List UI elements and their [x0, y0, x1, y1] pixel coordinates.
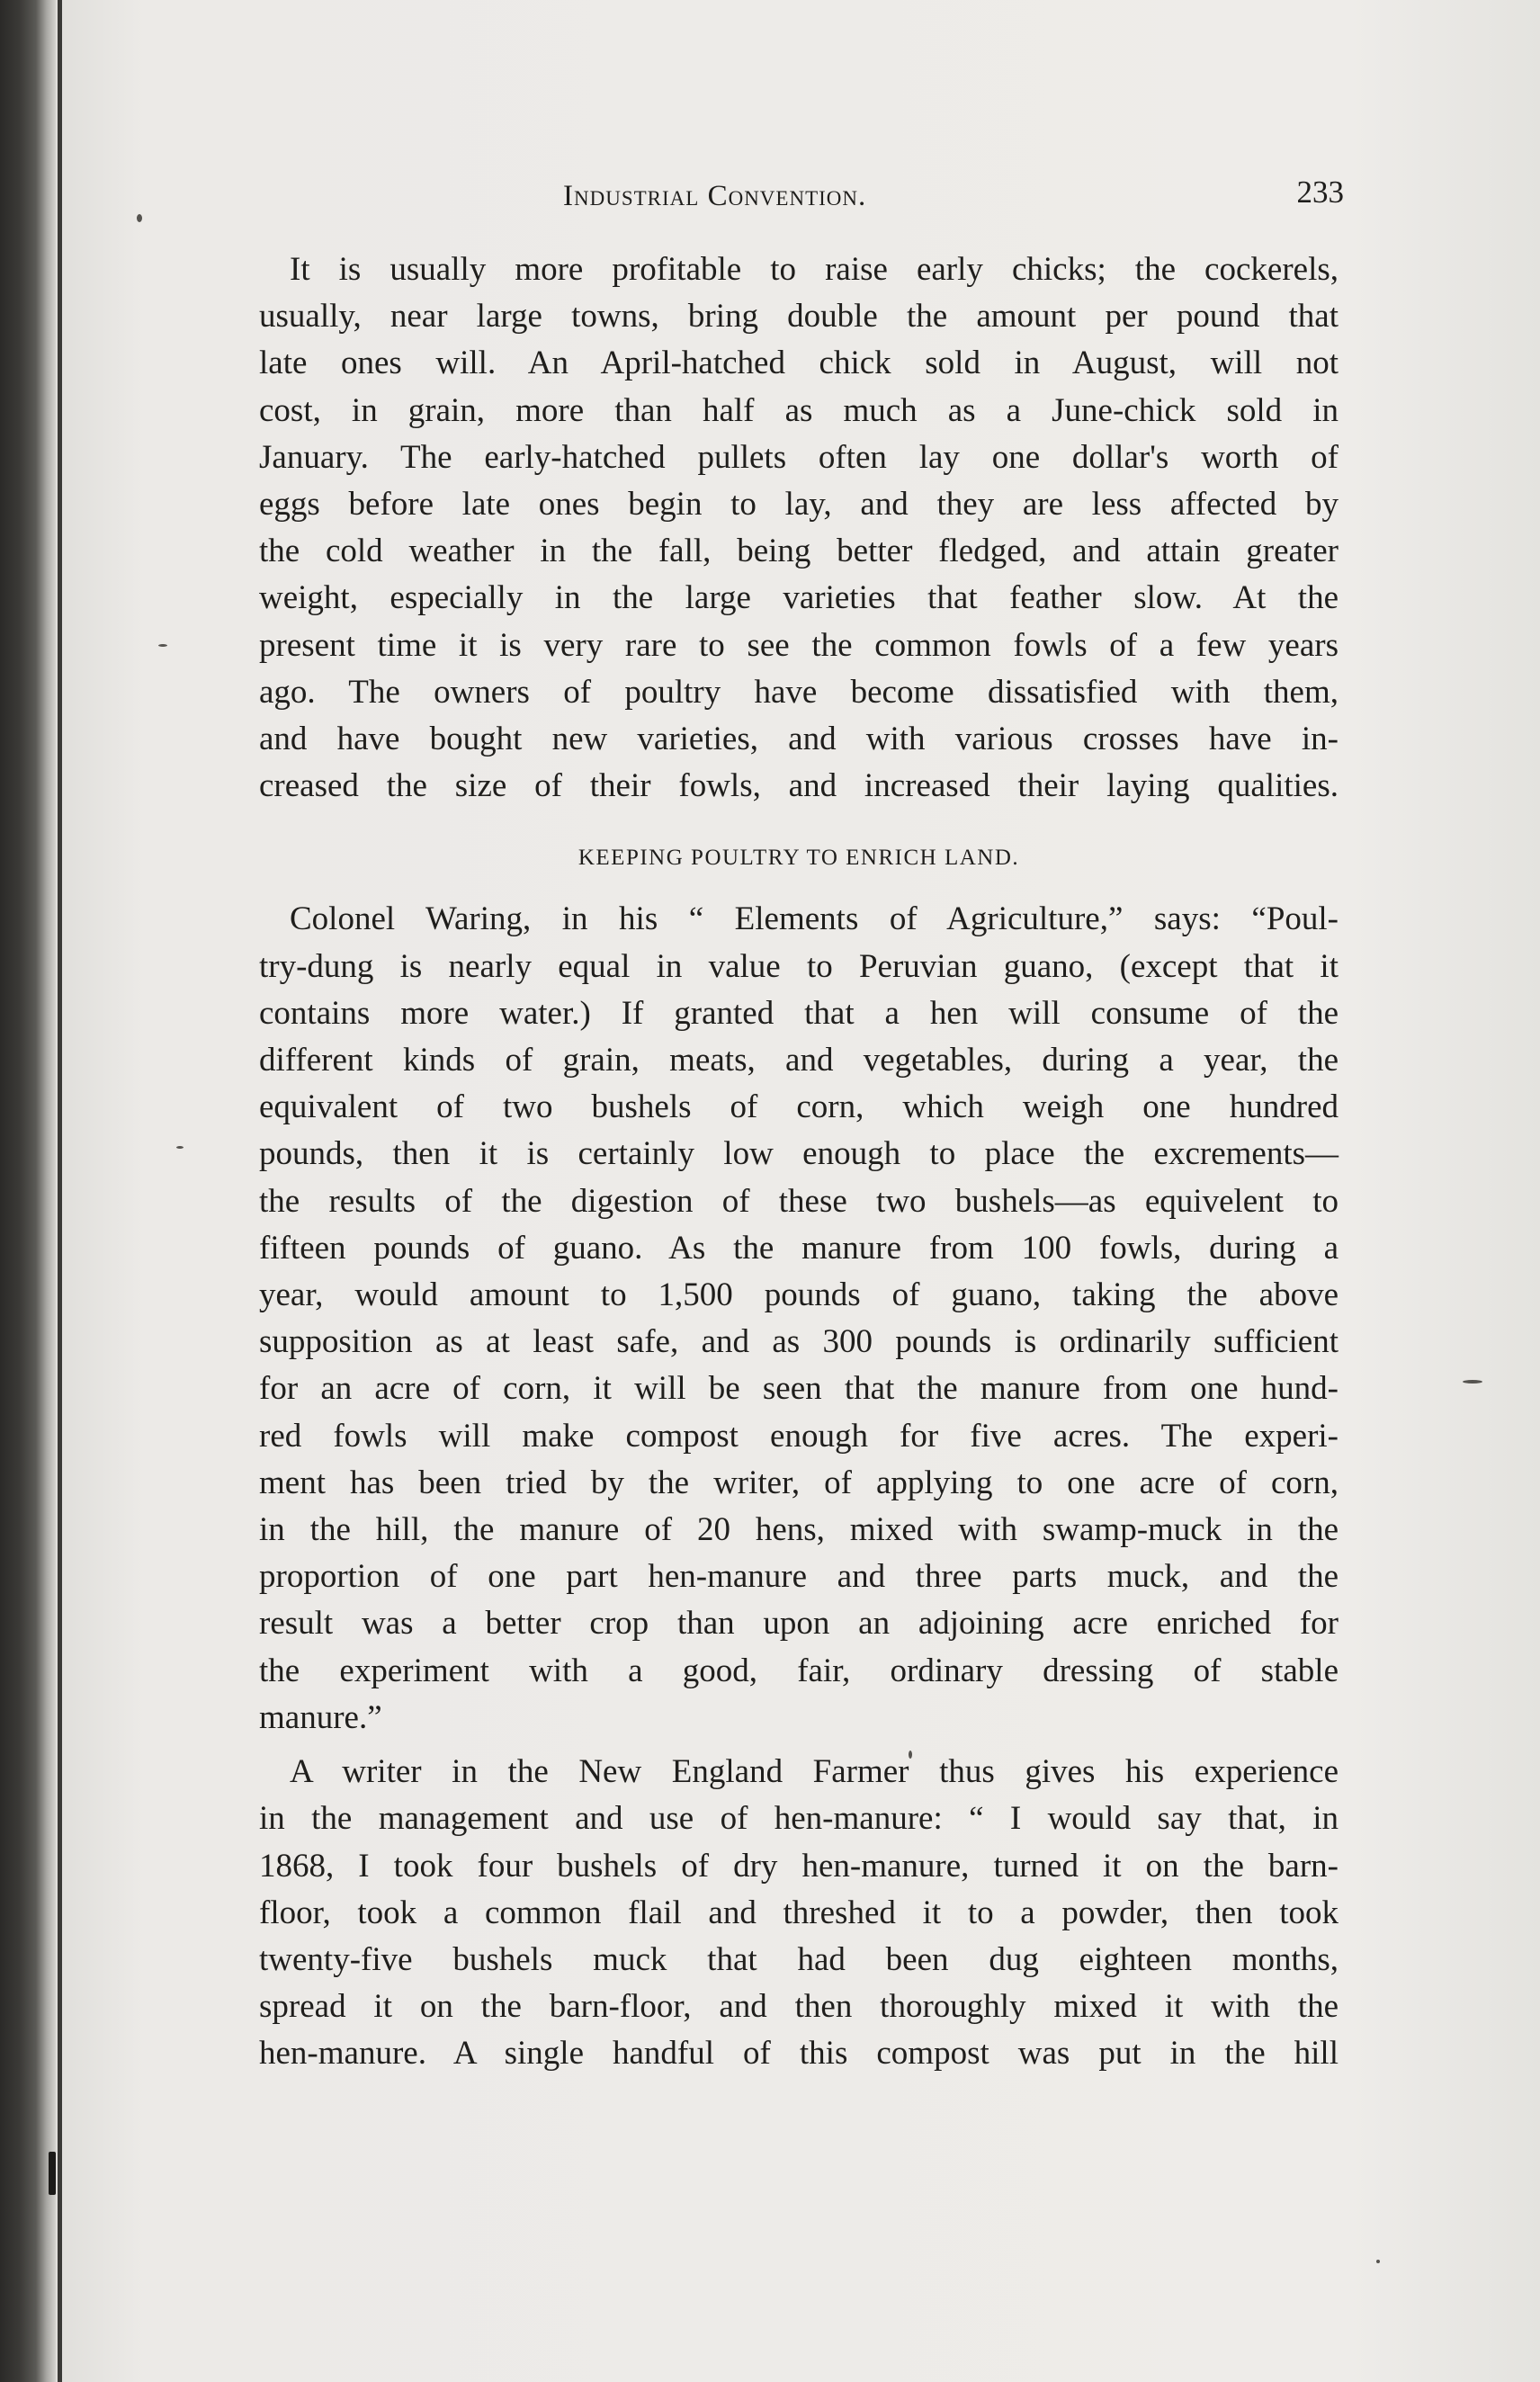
paragraph-waring-quote: [259, 896, 1339, 1742]
text-line: eggs before late ones begin to lay, and they are less affected by: [259, 486, 1339, 524]
text-line: 1868, I took four bushels of dry hen-manure, turned it on the barn-: [259, 1847, 1339, 1885]
ink-speck: [137, 214, 142, 222]
text-line: weight, especially in the large varieties that feather slow. At the: [259, 579, 1339, 617]
text-line: Colonel Waring, in his “ Elements of Agriculture,” says: “Poul-: [290, 900, 1339, 938]
text-line: twenty-five bushels muck that had been dug eighteen months,: [259, 1940, 1339, 1978]
text-line: different kinds of grain, meats, and vegetables, during a year, the: [259, 1042, 1339, 1079]
paragraph-new-england-farmer: [259, 1749, 1339, 2077]
text-line: for an acre of corn, it will be seen that the manure from one hund-: [259, 1370, 1339, 1408]
text-line: late ones will. An April-hatched chick sold in August, will not: [259, 345, 1339, 382]
ink-speck: [1463, 1380, 1482, 1384]
text-line: A writer in the New England Farmer thus gives his experience: [290, 1753, 1339, 1791]
text-line: try-dung is nearly equal in value to Peruvian guano, (except that it: [259, 947, 1339, 985]
page-number: 233: [1296, 175, 1344, 210]
text-line: cost, in grain, more than half as much as a June-chick sold in: [259, 391, 1339, 429]
text-line: the results of the digestion of these two bushels—as equivelent to: [259, 1182, 1339, 1220]
text-line: year, would amount to 1,500 pounds of guano, taking the above: [259, 1276, 1339, 1314]
binding-shadow-line: [58, 0, 62, 2382]
text-line: the cold weather in the fall, being better fledged, and attain greater: [259, 533, 1339, 570]
text-line: manure.”: [259, 1698, 382, 1736]
section-heading: KEEPING POULTRY TO ENRICH LAND.: [578, 846, 1020, 871]
paragraph-poultry-profit: [259, 246, 1339, 810]
text-line: and have bought new varieties, and with various crosses have in-: [259, 721, 1339, 758]
text-line: result was a better crop than upon an adjoining acre enriched for: [259, 1605, 1339, 1643]
text-line: equivalent of two bushels of corn, which weigh one hundred: [259, 1088, 1339, 1126]
text-line: ago. The owners of poultry have become dissatisfied with them,: [259, 673, 1339, 711]
text-line: contains more water.) If granted that a hen will consume of the: [259, 994, 1339, 1032]
text-line: in the hill, the manure of 20 hens, mixed with swamp-muck in the: [259, 1511, 1339, 1549]
ink-speck: [158, 644, 167, 647]
ink-speck: [1376, 2260, 1380, 2263]
ink-speck: [176, 1146, 184, 1149]
ink-speck: [49, 2152, 56, 2195]
running-head: [259, 167, 1344, 221]
text-line: ment has been tried by the writer, of applying to one acre of corn,: [259, 1464, 1339, 1501]
text-line: pounds, then it is certainly low enough to place the excrements—: [259, 1135, 1339, 1173]
text-line: the experiment with a good, fair, ordinary dressing of stable: [259, 1652, 1339, 1689]
text-line: red fowls will make compost enough for five acres. The experi-: [259, 1417, 1339, 1455]
book-binding-edge: [0, 0, 56, 2382]
text-line: January. The early-hatched pullets often lay one dollar's worth of: [259, 438, 1339, 476]
running-title: Industrial Convention.: [563, 180, 867, 212]
text-line: in the management and use of hen-manure: “ I would say that, in: [259, 1800, 1339, 1838]
text-line: creased the size of their fowls, and increased their laying qualities.: [259, 767, 1339, 805]
paragraph-spacer: [259, 1742, 1339, 1749]
text-line: fifteen pounds of guano. As the manure from 100 fowls, during a: [259, 1229, 1339, 1267]
text-line: supposition as at least safe, and as 300 pounds is ordinarily sufficient: [259, 1323, 1339, 1361]
text-line: It is usually more profitable to raise early chicks; the cockerels,: [290, 251, 1339, 288]
text-line: proportion of one part hen-manure and three parts muck, and the: [259, 1558, 1339, 1596]
book-page: [259, 167, 1344, 2078]
text-line: spread it on the barn-floor, and then thoroughly mixed it with the: [259, 1988, 1339, 2026]
text-line: floor, took a common flail and threshed it to a powder, then took: [259, 1894, 1339, 1931]
text-line: hen-manure. A single handful of this compost was put in the hill: [259, 2035, 1339, 2073]
text-line: usually, near large towns, bring double the amount per pound that: [259, 298, 1339, 336]
text-line: present time it is very rare to see the common fowls of a few years: [259, 626, 1339, 664]
